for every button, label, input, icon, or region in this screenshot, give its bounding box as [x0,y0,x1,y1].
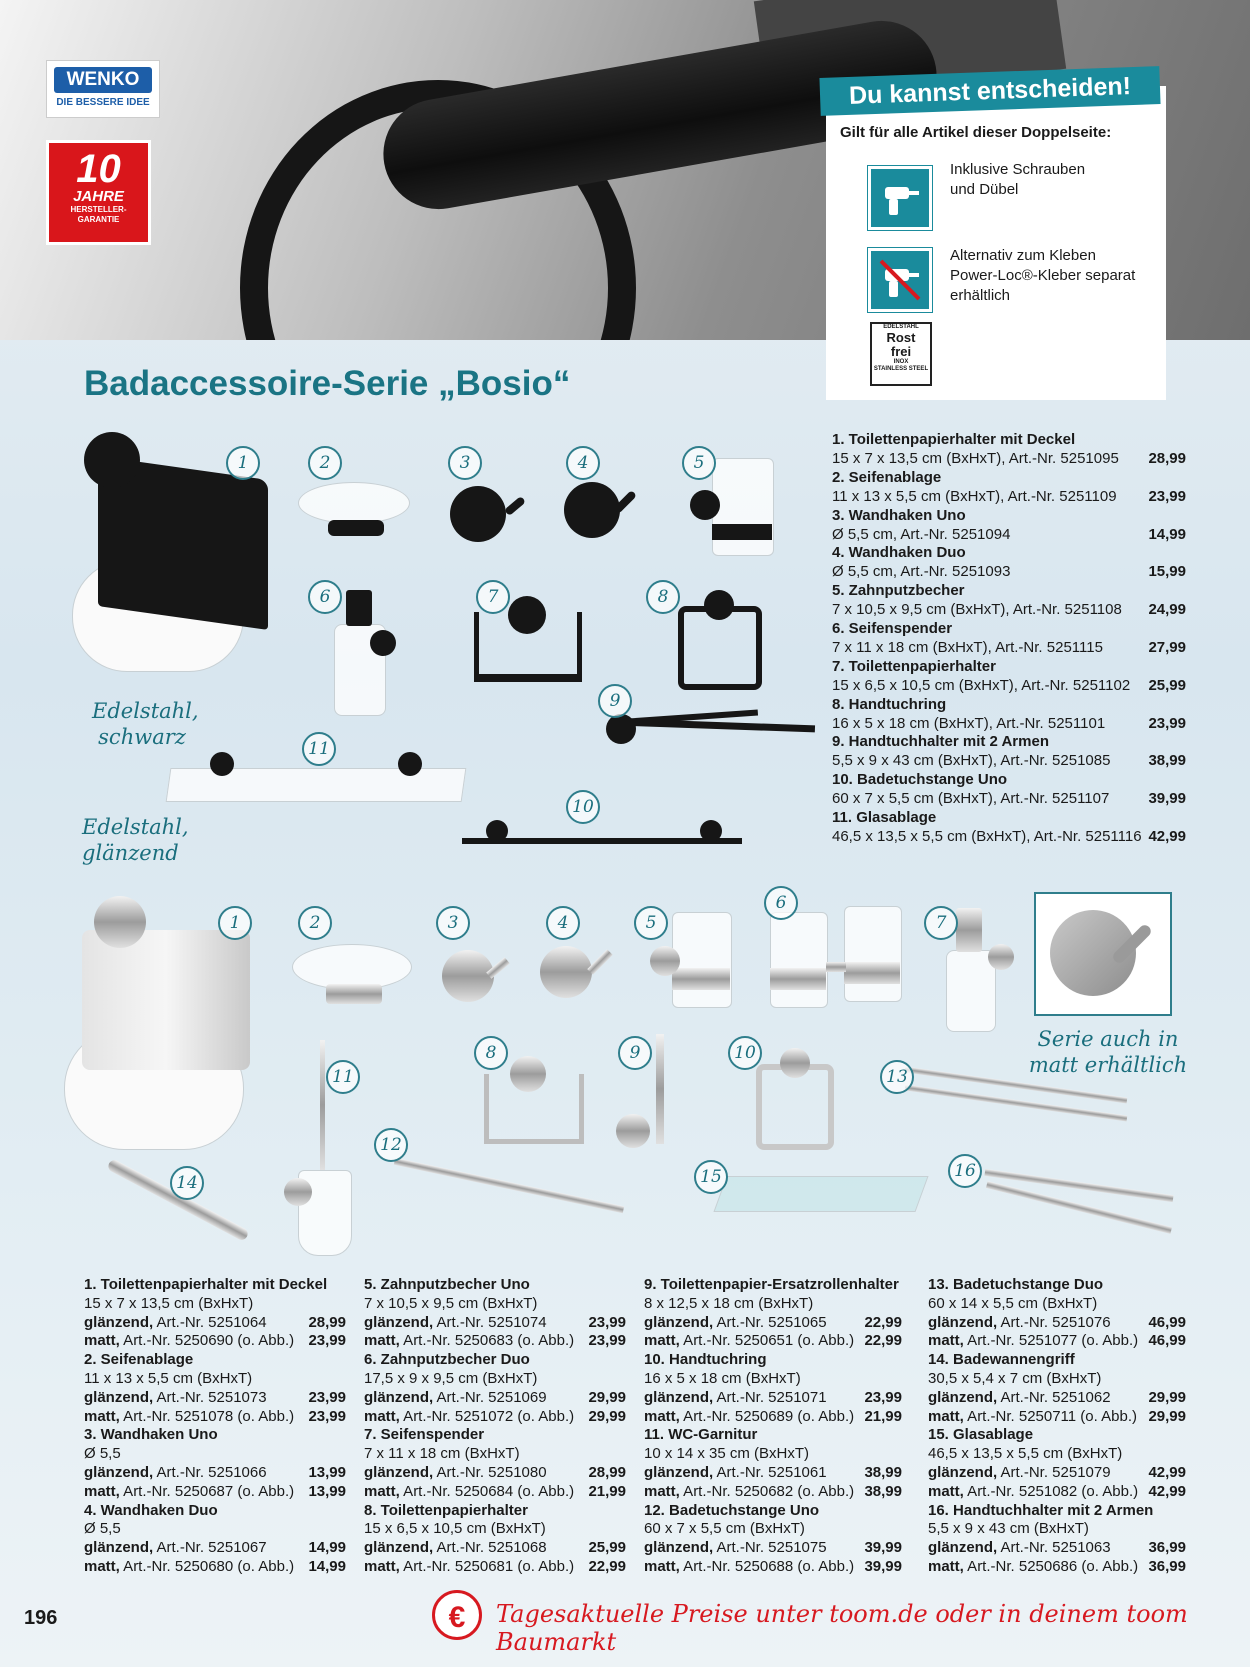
variant-label: glänzend, [364,1313,434,1331]
price-row-top-7 [832,657,1186,695]
item-variant-matt [928,1408,1186,1427]
guarantee-sub1: HERSTELLER- [70,205,127,214]
price-row-desc: 16 x 5 x 18 cm (BxHxT), Art.-Nr. 5251101 [832,714,1106,732]
badge-bottom-2: 2 [298,906,332,940]
page-number: 196 [24,1607,58,1629]
price-row-price: 28,99 [1148,450,1186,467]
price-row-name: 1. Toilettenpapierhalter mit Deckel [832,431,1076,448]
variant-price: 21,99 [588,1482,626,1500]
badge-top-6: 6 [308,580,342,614]
price-item [928,1276,1186,1351]
variant-art: Art.-Nr. 5251080 [433,1463,547,1481]
rost-word2: frei [890,344,912,359]
variant-price: 25,99 [588,1539,626,1557]
badge-bottom-12: 12 [374,1128,408,1162]
price-row-price: 14,99 [1148,525,1186,543]
badge-top-2: 2 [308,446,342,480]
badge-bottom-15: 15 [694,1160,728,1194]
variant-label: matt, [928,1482,964,1500]
item-name: 11. WC-Garnitur [644,1426,758,1444]
item-size: 7 x 11 x 18 cm (BxHxT) [364,1445,520,1463]
item-variant-gloss [928,1314,1186,1333]
guarantee-sub2: GARANTIE [77,215,120,224]
rost-bottom2: STAINLESS STEEL [873,366,929,372]
variant-label: matt, [364,1482,400,1500]
variant-art: Art.-Nr. 5250689 (o. Abb.) [679,1407,855,1425]
variant-art: Art.-Nr. 5250682 (o. Abb.) [679,1482,855,1500]
no-drill-icon [868,248,932,312]
price-row-top-4 [832,543,1186,581]
item-name: 14. Badewannengriff [928,1351,1075,1369]
item-variant-gloss [644,1389,902,1408]
badge-bottom-7: 7 [924,906,958,940]
price-row-top-6 [832,619,1186,657]
item-size: 15 x 7 x 13,5 cm (BxHxT) [84,1294,254,1312]
variant-label: glänzend, [644,1388,714,1406]
variant-price: 22,99 [588,1557,626,1575]
infobox-item2-line2: Power-Loc®-Kleber separat [950,267,1136,284]
price-row-top-8 [832,695,1186,733]
item-variant-matt [84,1332,346,1351]
item-variant-matt [84,1483,346,1502]
item-variant-gloss [84,1539,346,1558]
price-row-top-1 [832,430,1186,468]
badge-top-4: 4 [566,446,600,480]
item-size: Ø 5,5 [84,1520,121,1538]
price-item [644,1276,902,1351]
variant-label: glänzend, [364,1463,434,1481]
badge-top-9: 9 [598,684,632,718]
price-row-desc: 7 x 10,5 x 9,5 cm (BxHxT), Art.-Nr. 5251108 [832,601,1122,619]
label-matt [1028,1026,1188,1078]
price-column-1 [84,1276,346,1577]
variant-art: Art.-Nr. 5251077 (o. Abb.) [963,1332,1139,1350]
price-column-2 [364,1276,626,1577]
infobox-lead: Gilt für alle Artikel dieser Doppelseite: [840,124,1112,141]
item-name: 9. Toilettenpapier-Ersatzrollenhalter [644,1276,899,1293]
price-row-name: 2. Seifenablage [832,468,942,486]
price-row-top-2 [832,468,1186,506]
badge-bottom-11: 11 [326,1060,360,1094]
price-item [364,1351,626,1426]
variant-art: Art.-Nr. 5251067 [153,1539,267,1557]
variant-art: Art.-Nr. 5251082 (o. Abb.) [963,1482,1139,1500]
variant-art: Art.-Nr. 5250690 (o. Abb.) [119,1332,295,1350]
variant-price: 23,99 [308,1388,346,1406]
rost-bottom1: INOX [893,359,909,365]
item-variant-gloss [84,1314,346,1333]
variant-label: matt, [364,1332,400,1350]
wenko-tagline: DIE BESSERE IDEE [56,97,150,108]
price-item [84,1351,346,1426]
variant-label: matt, [84,1482,120,1500]
item-size: Ø 5,5 [84,1445,121,1463]
item-variant-matt [928,1483,1186,1502]
variant-label: glänzend, [928,1463,998,1481]
variant-price: 13,99 [308,1463,346,1481]
euro-icon: € [432,1590,482,1640]
variant-art: Art.-Nr. 5251068 [433,1539,547,1557]
infobox-item1-line1: Inklusive Schrauben [950,161,1086,178]
item-size: 30,5 x 5,4 x 7 cm (BxHxT) [928,1369,1102,1387]
variant-price: 42,99 [1148,1482,1186,1500]
variant-price: 28,99 [588,1463,626,1481]
variant-price: 29,99 [1148,1407,1186,1425]
item-variant-gloss [364,1389,626,1408]
item-name: 13. Badetuchstange Duo [928,1276,1104,1293]
variant-art: Art.-Nr. 5251072 (o. Abb.) [399,1407,575,1425]
item-variant-gloss [364,1314,626,1333]
badge-top-11: 11 [302,732,336,766]
price-row-desc: 60 x 7 x 5,5 cm (BxHxT), Art.-Nr. 5251107 [832,790,1110,808]
variant-label: matt, [84,1407,120,1425]
price-row-price: 24,99 [1148,601,1186,619]
item-variant-matt [364,1408,626,1427]
label-gloss [82,814,189,866]
variant-art: Art.-Nr. 5250681 (o. Abb.) [399,1557,575,1575]
price-row-name: 7. Toilettenpapierhalter [832,657,996,675]
badge-bottom-6: 6 [764,886,798,920]
variant-price: 14,99 [308,1557,346,1575]
variant-label: glänzend, [928,1313,998,1331]
variant-price: 42,99 [1148,1463,1186,1481]
badge-bottom-13: 13 [880,1060,914,1094]
price-row-price: 38,99 [1148,752,1186,770]
variant-art: Art.-Nr. 5250683 (o. Abb.) [399,1332,575,1350]
item-size: 16 x 5 x 18 cm (BxHxT) [644,1369,801,1387]
item-variant-matt [644,1558,902,1577]
price-row-name: 9. Handtuchhalter mit 2 Armen [832,733,1049,751]
variant-art: Art.-Nr. 5251076 [997,1313,1111,1331]
badge-top-1: 1 [226,446,260,480]
badge-top-5: 5 [682,446,716,480]
variant-art: Art.-Nr. 5251066 [153,1463,267,1481]
variant-art: Art.-Nr. 5250686 (o. Abb.) [963,1557,1139,1575]
rost-top: EDELSTAHL [883,324,919,330]
item-variant-matt [644,1483,902,1502]
variant-art: Art.-Nr. 5250651 (o. Abb.) [679,1332,855,1350]
price-item [84,1276,346,1351]
badge-bottom-3: 3 [436,906,470,940]
item-name: 10. Handtuchring [644,1351,767,1369]
price-row-name: 3. Wandhaken Uno [832,506,966,524]
variant-art: Art.-Nr. 5251063 [997,1539,1111,1557]
price-row-desc: 7 x 11 x 18 cm (BxHxT), Art.-Nr. 5251115 [832,639,1103,656]
variant-label: matt, [364,1557,400,1575]
badge-bottom-16: 16 [948,1154,982,1188]
price-row-name: 5. Zahnputzbecher [832,582,965,600]
variant-price: 46,99 [1148,1332,1186,1350]
price-item [928,1502,1186,1577]
variant-label: glänzend, [644,1463,714,1481]
variant-price: 38,99 [864,1482,902,1500]
item-name: 15. Glasablage [928,1426,1034,1444]
guarantee-badge [46,140,151,245]
variant-price: 28,99 [308,1313,346,1331]
item-size: 11 x 13 x 5,5 cm (BxHxT) [84,1369,253,1387]
price-item [84,1502,346,1577]
item-variant-gloss [644,1314,902,1333]
price-row-top-11 [832,808,1186,846]
badge-top-3: 3 [448,446,482,480]
variant-price: 39,99 [864,1557,902,1575]
variant-art: Art.-Nr. 5251073 [153,1388,267,1406]
item-name: 4. Wandhaken Duo [84,1501,218,1519]
variant-price: 23,99 [588,1332,626,1350]
rost-word1: Rost [886,330,916,345]
label-black [92,698,199,750]
variant-art: Art.-Nr. 5250684 (o. Abb.) [399,1482,575,1500]
variant-label: matt, [928,1332,964,1350]
item-name: 5. Zahnputzbecher Uno [364,1276,530,1293]
variant-label: glänzend, [84,1313,154,1331]
price-row-desc: 15 x 7 x 13,5 cm (BxHxT), Art.-Nr. 5251095 [832,450,1119,467]
variant-price: 21,99 [864,1407,902,1425]
item-variant-gloss [928,1389,1186,1408]
price-row-top-9 [832,732,1186,770]
item-variant-gloss [84,1389,346,1408]
item-size: 60 x 7 x 5,5 cm (BxHxT) [644,1520,805,1538]
item-variant-gloss [364,1539,626,1558]
price-row-desc: Ø 5,5 cm, Art.-Nr. 5251094 [832,525,1011,543]
item-variant-matt [364,1558,626,1577]
mounting-info-box [826,86,1166,400]
footer-text: Tagesaktuelle Preise unter toom.de oder in deinem toom Baumarkt [496,1600,1188,1656]
price-row-name: 10. Badetuchstange Uno [832,771,1008,789]
price-row-price: 15,99 [1148,563,1186,581]
variant-label: matt, [364,1407,400,1425]
variant-price: 39,99 [864,1539,902,1557]
guarantee-years: 10 [76,147,121,191]
infobox-item2-line3: erhältlich [950,287,1011,304]
price-row-name: 4. Wandhaken Duo [832,544,966,562]
variant-price: 23,99 [308,1407,346,1425]
price-item [364,1426,626,1501]
variant-label: matt, [644,1482,680,1500]
variant-label: glänzend, [364,1388,434,1406]
price-item [644,1502,902,1577]
price-item [364,1502,626,1577]
badge-bottom-5: 5 [634,906,668,940]
variant-art: Art.-Nr. 5251075 [713,1539,827,1557]
item-variant-matt [84,1408,346,1427]
price-row-price: 27,99 [1148,639,1186,656]
item-variant-gloss [928,1464,1186,1483]
item-variant-matt [928,1558,1186,1577]
item-name: 7. Seifenspender [364,1426,485,1444]
variant-art: Art.-Nr. 5250688 (o. Abb.) [679,1557,855,1575]
badge-bottom-1: 1 [218,906,252,940]
item-variant-matt [928,1332,1186,1351]
item-name: 6. Zahnputzbecher Duo [364,1351,530,1369]
variant-label: glänzend, [84,1388,154,1406]
item-name: 8. Toilettenpapierhalter [364,1501,528,1519]
badge-bottom-8: 8 [474,1036,508,1070]
badge-bottom-14: 14 [170,1166,204,1200]
badge-bottom-4: 4 [546,906,580,940]
variant-art: Art.-Nr. 5251078 (o. Abb.) [119,1407,295,1425]
item-name: 12. Badetuchstange Uno [644,1501,820,1519]
item-size: 10 x 14 x 35 cm (BxHxT) [644,1445,810,1463]
variant-art: Art.-Nr. 5251074 [433,1313,547,1331]
infobox-item1-line2: und Dübel [950,181,1019,198]
wenko-logo [46,60,160,118]
variant-label: glänzend, [928,1388,998,1406]
price-row-price: 23,99 [1148,714,1186,732]
label-black-line1: Edelstahl, [92,699,199,723]
variant-price: 22,99 [864,1313,902,1331]
infobox-headline: Du kannst entscheiden! [819,66,1160,116]
wenko-wordmark: WENKO [54,67,152,93]
price-item [644,1351,902,1426]
price-row-price: 25,99 [1148,676,1186,694]
item-variant-gloss [644,1464,902,1483]
item-variant-matt [644,1408,902,1427]
variant-price: 38,99 [864,1463,902,1481]
item-name: 3. Wandhaken Uno [84,1426,218,1444]
variant-art: Art.-Nr. 5251062 [997,1388,1111,1406]
badge-top-7: 7 [476,580,510,614]
label-matt-line1: Serie auch in [1037,1027,1179,1051]
label-black-line2: schwarz [98,725,186,749]
item-size: 8 x 12,5 x 18 cm (BxHxT) [644,1294,814,1312]
guarantee-label: JAHRE [73,188,124,205]
item-size: 5,5 x 9 x 43 cm (BxHxT) [928,1520,1089,1538]
variant-label: glänzend, [84,1539,154,1557]
price-row-name: 6. Seifenspender [832,620,953,637]
price-row-top-3 [832,506,1186,544]
price-row-price: 23,99 [1148,487,1186,505]
item-variant-matt [644,1332,902,1351]
price-item [928,1426,1186,1501]
page-title: Badaccessoire-Serie „Bosio“ [84,364,571,403]
price-column-4 [928,1276,1186,1577]
price-row-desc: 5,5 x 9 x 43 cm (BxHxT), Art.-Nr. 5251085 [832,752,1111,770]
variant-art: Art.-Nr. 5250687 (o. Abb.) [119,1482,295,1500]
label-gloss-line1: Edelstahl, [82,815,189,839]
item-size: 60 x 14 x 5,5 cm (BxHxT) [928,1294,1098,1312]
label-gloss-line2: glänzend [82,841,179,865]
variant-price: 23,99 [308,1332,346,1350]
variant-art: Art.-Nr. 5250680 (o. Abb.) [119,1557,295,1575]
price-row-desc: Ø 5,5 cm, Art.-Nr. 5251093 [832,563,1011,581]
item-variant-matt [364,1483,626,1502]
item-size: 15 x 6,5 x 10,5 cm (BxHxT) [364,1520,546,1538]
price-item [928,1351,1186,1426]
variant-label: glänzend, [928,1539,998,1557]
variant-art: Art.-Nr. 5251065 [713,1313,827,1331]
price-row-price: 39,99 [1148,790,1186,808]
variant-price: 36,99 [1148,1539,1186,1557]
price-row-desc: 11 x 13 x 5,5 cm (BxHxT), Art.-Nr. 5251109 [832,487,1117,505]
variant-price: 36,99 [1148,1557,1186,1575]
variant-label: matt, [644,1332,680,1350]
variant-label: matt, [928,1557,964,1575]
label-matt-line2: matt erhältlich [1028,1053,1188,1077]
item-variant-gloss [364,1464,626,1483]
variant-price: 23,99 [588,1313,626,1331]
variant-art: Art.-Nr. 5251071 [713,1388,827,1406]
item-name: 2. Seifenablage [84,1351,194,1369]
item-variant-gloss [84,1464,346,1483]
item-variant-matt [364,1332,626,1351]
infobox-item2-line1: Alternativ zum Kleben [950,247,1096,264]
variant-price: 23,99 [864,1388,902,1406]
variant-art: Art.-Nr. 5251079 [997,1463,1111,1481]
price-item [644,1426,902,1501]
item-name: 16. Handtuchhalter mit 2 Armen [928,1501,1154,1519]
item-size: 7 x 10,5 x 9,5 cm (BxHxT) [364,1294,538,1312]
variant-price: 22,99 [864,1332,902,1350]
item-name: 1. Toilettenpapierhalter mit Deckel [84,1276,328,1293]
variant-label: matt, [644,1407,680,1425]
price-row-desc: 46,5 x 13,5 x 5,5 cm (BxHxT), Art.-Nr. 5251116 [832,828,1142,845]
price-row-top-10 [832,770,1186,808]
item-variant-matt [84,1558,346,1577]
price-column-3 [644,1276,902,1577]
price-item [84,1426,346,1501]
variant-price: 29,99 [588,1407,626,1425]
price-item [364,1276,626,1351]
variant-label: matt, [928,1407,964,1425]
price-row-top-5 [832,581,1186,619]
variant-price: 46,99 [1148,1313,1186,1331]
badge-bottom-9: 9 [618,1036,652,1070]
item-size: 46,5 x 13,5 x 5,5 cm (BxHxT) [928,1445,1123,1463]
badge-top-10: 10 [566,790,600,824]
variant-art: Art.-Nr. 5250711 (o. Abb.) [963,1407,1137,1425]
price-row-desc: 15 x 6,5 x 10,5 cm (BxHxT), Art.-Nr. 5251102 [832,676,1131,694]
variant-art: Art.-Nr. 5251061 [713,1463,827,1481]
variant-label: glänzend, [644,1539,714,1557]
variant-label: glänzend, [84,1463,154,1481]
variant-art: Art.-Nr. 5251064 [153,1313,267,1331]
variant-label: glänzend, [364,1539,434,1557]
item-variant-gloss [928,1539,1186,1558]
variant-price: 29,99 [1148,1388,1186,1406]
drill-icon [868,166,932,230]
variant-price: 13,99 [308,1482,346,1500]
variant-label: matt, [644,1557,680,1575]
variant-label: matt, [84,1557,120,1575]
item-size: 17,5 x 9 x 9,5 cm (BxHxT) [364,1369,538,1387]
variant-label: glänzend, [644,1313,714,1331]
variant-label: matt, [84,1332,120,1350]
price-row-name: 11. Glasablage [832,809,937,826]
rostfrei-seal [870,322,932,386]
variant-price: 29,99 [588,1388,626,1406]
item-variant-gloss [644,1539,902,1558]
variant-art: Art.-Nr. 5251069 [433,1388,547,1406]
badge-bottom-10: 10 [728,1036,762,1070]
variant-price: 14,99 [308,1539,346,1557]
price-row-price: 42,99 [1148,828,1186,845]
price-row-name: 8. Handtuchring [832,695,947,713]
badge-top-8: 8 [646,580,680,614]
